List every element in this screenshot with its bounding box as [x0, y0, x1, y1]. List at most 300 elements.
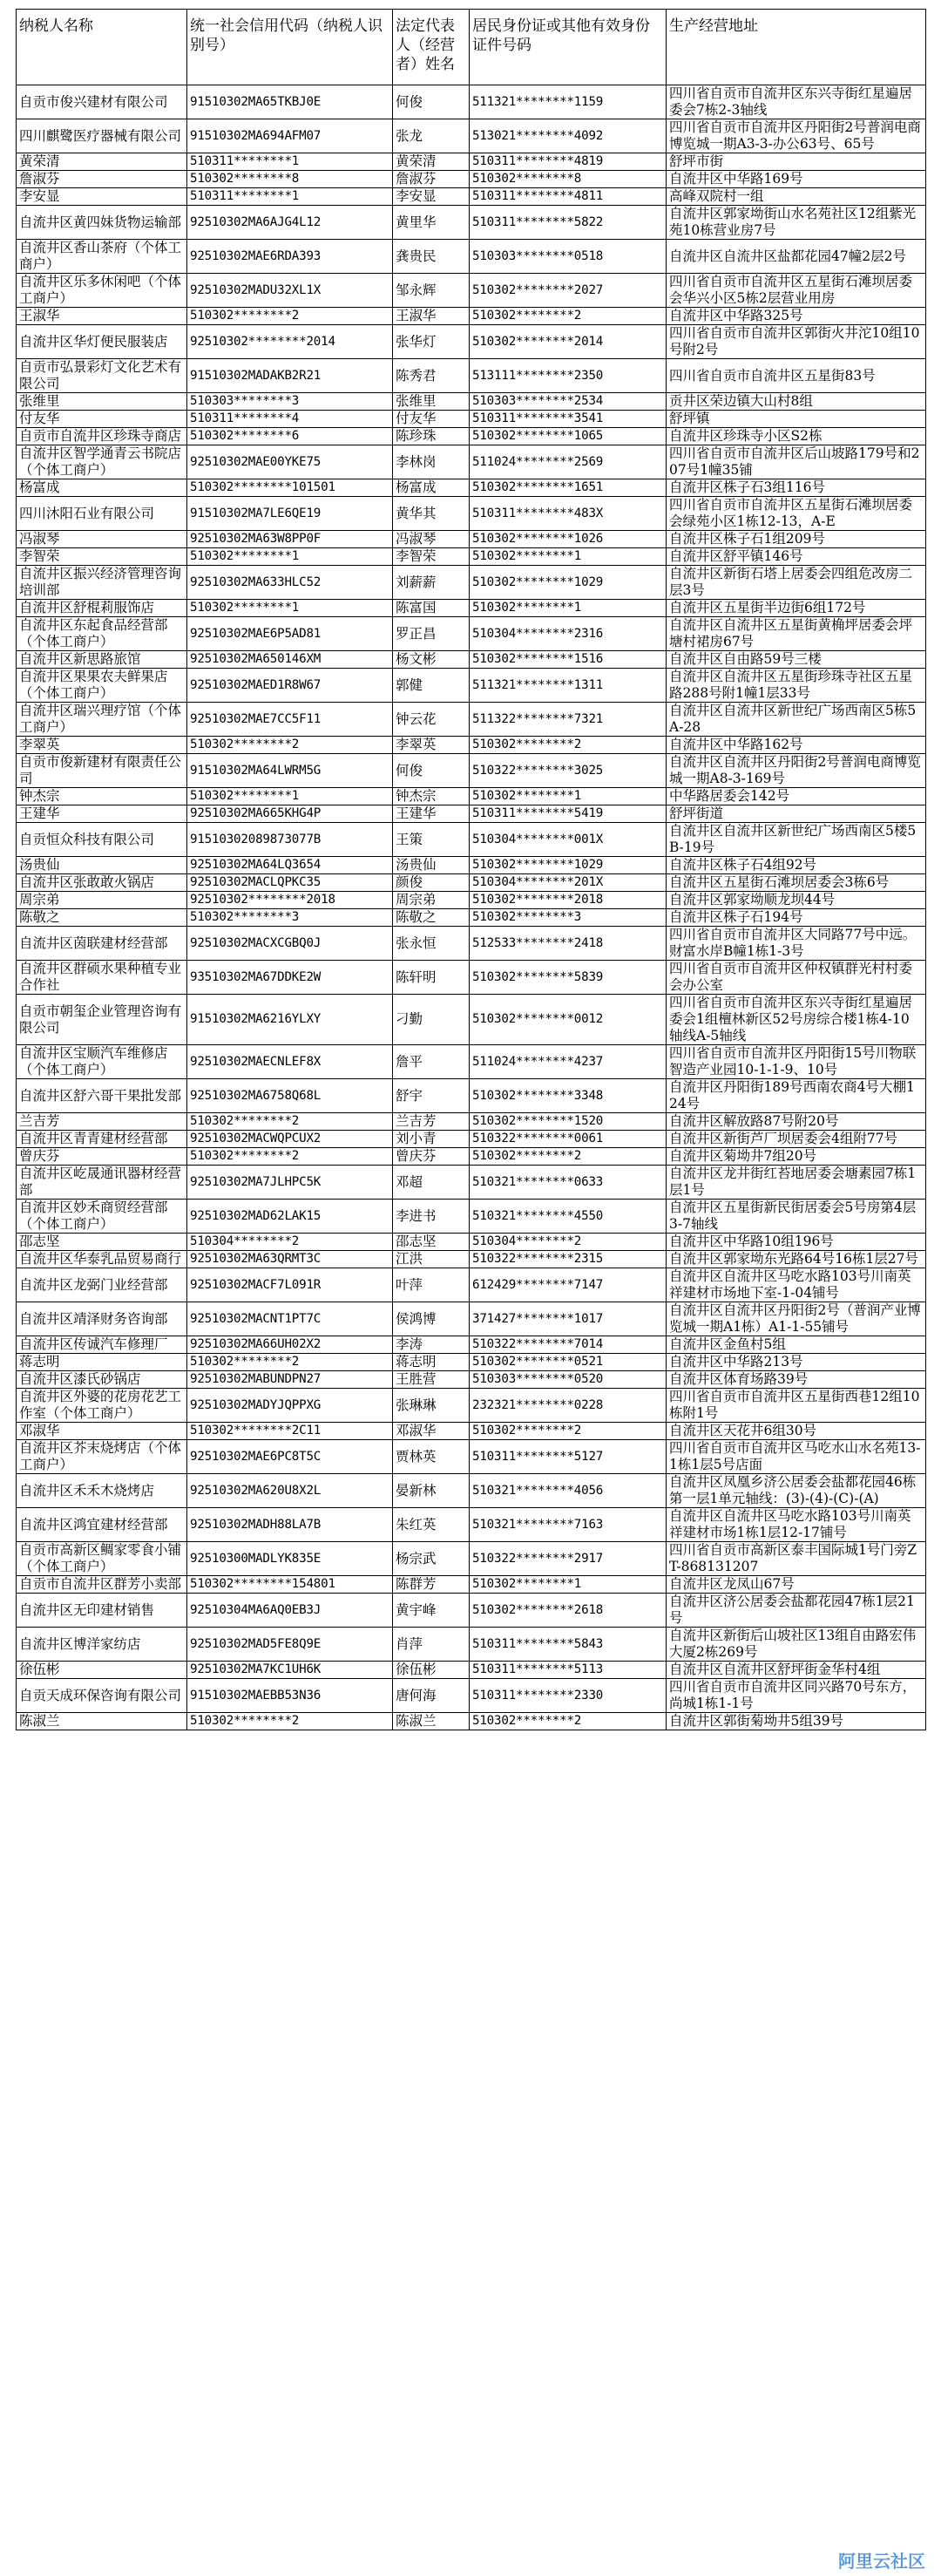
legal-rep-cell: 黄华其: [393, 497, 470, 531]
taxpayer-name-cell: 自贡市自流井区珍珠寺商店: [17, 428, 187, 445]
credit-code-cell: 92510302MADYJQPPXG: [187, 1389, 393, 1423]
table-row: [17, 961, 926, 995]
table-row: [17, 1474, 926, 1508]
legal-rep-cell: 肖萍: [393, 1628, 470, 1662]
id-number-cell: 510321********0633: [470, 1166, 667, 1200]
credit-code-cell: 92510302MA64LQ3654: [187, 857, 393, 874]
credit-code-cell: 510302********2: [187, 1113, 393, 1131]
legal-rep-cell: 张琳琳: [393, 1389, 470, 1423]
legal-rep-cell: 舒宇: [393, 1079, 470, 1113]
taxpayer-name-cell: 自贡天成环保咨询有限公司: [17, 1679, 187, 1713]
id-number-cell: 510302********2: [470, 308, 667, 325]
header-credit-code: 统一社会信用代码（纳税人识别号）: [187, 10, 393, 85]
id-number-cell: 510311********2330: [470, 1679, 667, 1713]
id-number-cell: 511321********1311: [470, 669, 667, 703]
taxpayer-name-cell: 钟杰宗: [17, 788, 187, 805]
credit-code-cell: 92510302MA7JLHPC5K: [187, 1166, 393, 1200]
taxpayer-name-cell: 自流井区华泰乳品贸易商行: [17, 1251, 187, 1268]
credit-code-cell: 92510302MA650146XM: [187, 651, 393, 669]
legal-rep-cell: 杨富成: [393, 479, 470, 497]
id-number-cell: 510304********2: [470, 1234, 667, 1251]
credit-code-cell: 510311********1: [187, 188, 393, 206]
credit-code-cell: 92510302MAE6P5AD81: [187, 617, 393, 651]
credit-code-cell: 510302********1: [187, 548, 393, 566]
legal-rep-cell: 陈敬之: [393, 909, 470, 927]
table-row: [17, 1079, 926, 1113]
address-cell: 自流井区天花井6组30号: [667, 1423, 926, 1440]
legal-rep-cell: 杨宗武: [393, 1542, 470, 1576]
taxpayer-table-container: [16, 9, 925, 1730]
credit-code-cell: 91510302MA65TKBJ0E: [187, 85, 393, 119]
table-row: [17, 874, 926, 892]
taxpayer-name-cell: 自流井区茵联建材经营部: [17, 927, 187, 961]
table-row: [17, 703, 926, 737]
legal-rep-cell: 王策: [393, 823, 470, 857]
table-row: [17, 1302, 926, 1336]
address-cell: 自流井区中华路169号: [667, 171, 926, 188]
id-number-cell: 371427********1017: [470, 1302, 667, 1336]
credit-code-cell: 91510302MA7LE6QE19: [187, 497, 393, 531]
address-cell: 贡井区荣边镇大山村8组: [667, 393, 926, 411]
id-number-cell: 510302********1029: [470, 566, 667, 600]
legal-rep-cell: 张永恒: [393, 927, 470, 961]
credit-code-cell: 92510302MA6AJG4L12: [187, 206, 393, 240]
table-row: [17, 617, 926, 651]
credit-code-cell: 92510302MAE00YKE75: [187, 445, 393, 479]
taxpayer-name-cell: 李翠英: [17, 737, 187, 754]
legal-rep-cell: 付友华: [393, 411, 470, 428]
credit-code-cell: 92510302MA6758Q68L: [187, 1079, 393, 1113]
id-number-cell: 511322********7321: [470, 703, 667, 737]
credit-code-cell: 92510302MA665KHG4P: [187, 805, 393, 823]
credit-code-cell: 92510302MAE6RDA393: [187, 240, 393, 274]
taxpayer-name-cell: 冯淑琴: [17, 531, 187, 548]
legal-rep-cell: 刘薪薪: [393, 566, 470, 600]
table-row: [17, 1354, 926, 1371]
table-row: [17, 171, 926, 188]
credit-code-cell: 510302********2C11: [187, 1423, 393, 1440]
address-cell: 自流井区解放路87号附20号: [667, 1113, 926, 1131]
id-number-cell: 510302********2014: [470, 325, 667, 359]
id-number-cell: 510311********5127: [470, 1440, 667, 1474]
id-number-cell: 510304********2316: [470, 617, 667, 651]
credit-code-cell: 92510302MADU32XL1X: [187, 274, 393, 308]
credit-code-cell: 510304********2: [187, 1234, 393, 1251]
legal-rep-cell: 兰吉芳: [393, 1113, 470, 1131]
taxpayer-name-cell: 自贡市高新区鲷家零食小铺（个体工商户）: [17, 1542, 187, 1576]
legal-rep-cell: 刁勤: [393, 995, 470, 1045]
address-cell: 自流井区五星街半边街6组172号: [667, 600, 926, 617]
table-row: [17, 240, 926, 274]
credit-code-cell: 510302********3: [187, 909, 393, 927]
credit-code-cell: 510302********154801: [187, 1576, 393, 1594]
credit-code-cell: 510302********101501: [187, 479, 393, 497]
taxpayer-name-cell: 陈敬之: [17, 909, 187, 927]
id-number-cell: 510304********001X: [470, 823, 667, 857]
table-row: [17, 548, 926, 566]
legal-rep-cell: 曾庆芬: [393, 1148, 470, 1166]
taxpayer-name-cell: 自流井区群硕水果种植专业合作社: [17, 961, 187, 995]
taxpayer-name-cell: 自流井区果果农夫鲜果店（个体工商户）: [17, 669, 187, 703]
table-row: [17, 1045, 926, 1079]
id-number-cell: 510311********5843: [470, 1628, 667, 1662]
id-number-cell: 510302********1: [470, 600, 667, 617]
id-number-cell: 510302********1065: [470, 428, 667, 445]
table-row: [17, 1166, 926, 1200]
id-number-cell: 510311********4811: [470, 188, 667, 206]
credit-code-cell: 92510302MAD62LAK15: [187, 1200, 393, 1234]
table-row: [17, 651, 926, 669]
address-cell: 自流井区自流井区马吃水路103号川南英祥建材市场地下室-1-04铺号: [667, 1268, 926, 1302]
table-row: [17, 892, 926, 909]
legal-rep-cell: 郭健: [393, 669, 470, 703]
legal-rep-cell: 杨文彬: [393, 651, 470, 669]
taxpayer-name-cell: 自贡市朝玺企业管理咨询有限公司: [17, 995, 187, 1045]
id-number-cell: 510302********2618: [470, 1594, 667, 1628]
id-number-cell: 510322********2917: [470, 1542, 667, 1576]
id-number-cell: 510302********1029: [470, 857, 667, 874]
legal-rep-cell: 钟云花: [393, 703, 470, 737]
credit-code-cell: 92510302MACWQPCUX2: [187, 1131, 393, 1148]
credit-code-cell: 510302********2: [187, 1354, 393, 1371]
legal-rep-cell: 徐伍彬: [393, 1662, 470, 1679]
id-number-cell: 510302********8: [470, 171, 667, 188]
address-cell: 四川省自贡市高新区泰丰国际城1号门旁ZT-868131207: [667, 1542, 926, 1576]
credit-code-cell: 92510302MAE6PC8T5C: [187, 1440, 393, 1474]
table-row: [17, 531, 926, 548]
address-cell: 舒坪镇: [667, 411, 926, 428]
table-row: [17, 1576, 926, 1594]
legal-rep-cell: 邓超: [393, 1166, 470, 1200]
credit-code-cell: 510311********1: [187, 153, 393, 171]
legal-rep-cell: 张维里: [393, 393, 470, 411]
table-header-row: [17, 10, 926, 85]
watermark-logo: 阿里云社区: [838, 2551, 925, 2572]
taxpayer-name-cell: 自流井区华灯便民服装店: [17, 325, 187, 359]
legal-rep-cell: 刘小青: [393, 1131, 470, 1148]
address-cell: 自流井区丹阳街189号西南农商4号大棚124号: [667, 1079, 926, 1113]
legal-rep-cell: 邓淑华: [393, 1423, 470, 1440]
credit-code-cell: 92510302********2018: [187, 892, 393, 909]
legal-rep-cell: 冯淑琴: [393, 531, 470, 548]
table-row: [17, 1113, 926, 1131]
table-row: [17, 119, 926, 153]
id-number-cell: 510302********2027: [470, 274, 667, 308]
address-cell: 舒坪市街: [667, 153, 926, 171]
legal-rep-cell: 李进书: [393, 1200, 470, 1234]
address-cell: 自流井区新街后山坡社区13组自由路宏伟大厦2栋269号: [667, 1628, 926, 1662]
taxpayer-name-cell: 陈淑兰: [17, 1713, 187, 1730]
table-row: [17, 1371, 926, 1389]
credit-code-cell: 92510302MACXCGBQ0J: [187, 927, 393, 961]
legal-rep-cell: 李智荣: [393, 548, 470, 566]
header-legal-rep: 法定代表人（经营者）姓名: [393, 10, 470, 85]
table-row: [17, 1131, 926, 1148]
table-row: [17, 600, 926, 617]
credit-code-cell: 510302********8: [187, 171, 393, 188]
id-number-cell: 510302********3: [470, 909, 667, 927]
table-row: [17, 995, 926, 1045]
table-row: [17, 669, 926, 703]
taxpayer-name-cell: 自贡市自流井区群芳小卖部: [17, 1576, 187, 1594]
taxpayer-name-cell: 自贡市弘景彩灯文化艺术有限公司: [17, 359, 187, 393]
taxpayer-name-cell: 自流井区青青建材经营部: [17, 1131, 187, 1148]
credit-code-cell: 92510302MA66UH02X2: [187, 1336, 393, 1354]
legal-rep-cell: 邵志坚: [393, 1234, 470, 1251]
table-row: [17, 1148, 926, 1166]
id-number-cell: 510302********1516: [470, 651, 667, 669]
credit-code-cell: 92510302MADH88LA7B: [187, 1508, 393, 1542]
id-number-cell: 510302********2: [470, 1423, 667, 1440]
taxpayer-name-cell: 自流井区瑞兴理疗馆（个体工商户）: [17, 703, 187, 737]
taxpayer-name-cell: 自流井区张敢敢火锅店: [17, 874, 187, 892]
credit-code-cell: 91510302MA64LWRM5G: [187, 754, 393, 788]
header-taxpayer-name: 纳税人名称: [17, 10, 187, 85]
address-cell: 自流井区凤凰乡济公居委会盐都花园46栋第一层1单元轴线：(3)-(4)-(C)-(A): [667, 1474, 926, 1508]
credit-code-cell: 510302********2: [187, 1713, 393, 1730]
id-number-cell: 510322********3025: [470, 754, 667, 788]
credit-code-cell: 92510302MA633HLC52: [187, 566, 393, 600]
credit-code-cell: 92510302MAE7CC5F11: [187, 703, 393, 737]
address-cell: 自流井区郭家坳顺龙坝44号: [667, 892, 926, 909]
legal-rep-cell: 王淑华: [393, 308, 470, 325]
address-cell: 自流井区中华路213号: [667, 1354, 926, 1371]
table-row: [17, 359, 926, 393]
table-row: [17, 805, 926, 823]
address-cell: 四川省自贡市自流井区同兴路70号东方，尚城1栋1-1号: [667, 1679, 926, 1713]
table-row: [17, 308, 926, 325]
legal-rep-cell: 陈珍珠: [393, 428, 470, 445]
taxpayer-name-cell: 自流井区龙弼门业经营部: [17, 1268, 187, 1302]
legal-rep-cell: 钟杰宗: [393, 788, 470, 805]
address-cell: 自流井区金鱼村5组: [667, 1336, 926, 1354]
taxpayer-name-cell: 自流井区鸿宜建材经营部: [17, 1508, 187, 1542]
address-cell: 自流井区株子石194号: [667, 909, 926, 927]
table-row: [17, 1389, 926, 1423]
taxpayer-name-cell: 自流井区禾禾木烧烤店: [17, 1474, 187, 1508]
address-cell: 自流井区株子石1组209号: [667, 531, 926, 548]
id-number-cell: 510322********2315: [470, 1251, 667, 1268]
address-cell: 四川省自贡市自流井区马吃水山水名苑13-1栋1层5号店面: [667, 1440, 926, 1474]
id-number-cell: 510311********5113: [470, 1662, 667, 1679]
id-number-cell: 510302********1: [470, 548, 667, 566]
table-row: [17, 1542, 926, 1576]
id-number-cell: 612429********7147: [470, 1268, 667, 1302]
taxpayer-name-cell: 张维里: [17, 393, 187, 411]
address-cell: 四川省自贡市自流井区东兴寺街红星遍居委会1组檀林新区52号房综合楼1栋4-10轴线A-5轴线: [667, 995, 926, 1045]
legal-rep-cell: 李林岗: [393, 445, 470, 479]
taxpayer-table: [16, 9, 926, 1730]
legal-rep-cell: 何俊: [393, 85, 470, 119]
taxpayer-name-cell: 李智荣: [17, 548, 187, 566]
table-row: [17, 1234, 926, 1251]
legal-rep-cell: 陈淑兰: [393, 1713, 470, 1730]
taxpayer-name-cell: 自流井区东起食品经营部（个体工商户）: [17, 617, 187, 651]
address-cell: 自流井区郭家坳东光路64号16栋1层27号: [667, 1251, 926, 1268]
legal-rep-cell: 李翠英: [393, 737, 470, 754]
table-row: [17, 274, 926, 308]
table-row: [17, 479, 926, 497]
table-row: [17, 411, 926, 428]
id-number-cell: 510302********0012: [470, 995, 667, 1045]
taxpayer-name-cell: 徐伍彬: [17, 1662, 187, 1679]
credit-code-cell: 92510302MAECNLEF8X: [187, 1045, 393, 1079]
address-cell: 四川省自贡市自流井区大同路77号中远。财富水岸B幢1栋1-3号: [667, 927, 926, 961]
taxpayer-name-cell: 自贡市俊新建材有限责任公司: [17, 754, 187, 788]
table-row: [17, 857, 926, 874]
id-number-cell: 510311********483X: [470, 497, 667, 531]
id-number-cell: 513021********4092: [470, 119, 667, 153]
address-cell: 自流井区中华路325号: [667, 308, 926, 325]
id-number-cell: 510302********2: [470, 1148, 667, 1166]
legal-rep-cell: 朱红英: [393, 1508, 470, 1542]
credit-code-cell: 91510302MAEBB53N36: [187, 1679, 393, 1713]
taxpayer-name-cell: 周宗弟: [17, 892, 187, 909]
taxpayer-name-cell: 自流井区芥末烧烤店（个体工商户）: [17, 1440, 187, 1474]
taxpayer-name-cell: 自贡恒众科技有限公司: [17, 823, 187, 857]
address-cell: 自流井区自流井区盐都花园47幢2层2号: [667, 240, 926, 274]
table-row: [17, 1713, 926, 1730]
taxpayer-name-cell: 自流井区靖泽财务咨询部: [17, 1302, 187, 1336]
credit-code-cell: 510302********2: [187, 308, 393, 325]
address-cell: 自流井区郭街菊坳井5组39号: [667, 1713, 926, 1730]
address-cell: 舒坪街道: [667, 805, 926, 823]
taxpayer-name-cell: 四川麒鹭医疗器械有限公司: [17, 119, 187, 153]
table-row: [17, 909, 926, 927]
address-cell: 自流井区龙凤山67号: [667, 1576, 926, 1594]
address-cell: 自流井区自流井区五星街珍珠寺社区五星路288号附1幢1层33号: [667, 669, 926, 703]
legal-rep-cell: 陈群芳: [393, 1576, 470, 1594]
address-cell: 四川省自贡市自流井区五星街83号: [667, 359, 926, 393]
taxpayer-name-cell: 自流井区外婆的花房花艺工作室（个体工商户）: [17, 1389, 187, 1423]
legal-rep-cell: 李安显: [393, 188, 470, 206]
address-cell: 高峰双院村一组: [667, 188, 926, 206]
credit-code-cell: 510302********6: [187, 428, 393, 445]
taxpayer-name-cell: 自流井区博洋家纺店: [17, 1628, 187, 1662]
legal-rep-cell: 龚贵民: [393, 240, 470, 274]
address-cell: 自流井区自流井区马吃水路103号川南英祥建材市场1栋1层12-17铺号: [667, 1508, 926, 1542]
address-cell: 自流井区济公居委会盐都花园47栋1层21号: [667, 1594, 926, 1628]
address-cell: 自流井区新街石塔上居委会四组危改房二层3号: [667, 566, 926, 600]
legal-rep-cell: 陈富国: [393, 600, 470, 617]
table-row: [17, 1628, 926, 1662]
address-cell: 自流井区五星街新民街居委会5号房第4层3-7轴线: [667, 1200, 926, 1234]
legal-rep-cell: 王建华: [393, 805, 470, 823]
id-number-cell: 510303********0518: [470, 240, 667, 274]
taxpayer-name-cell: 王建华: [17, 805, 187, 823]
address-cell: 自流井区自流井区新世纪广场西南区5栋5A-28: [667, 703, 926, 737]
taxpayer-name-cell: 兰吉芳: [17, 1113, 187, 1131]
header-id-number: 居民身份证或其他有效身份证件号码: [470, 10, 667, 85]
address-cell: 自流井区中华路162号: [667, 737, 926, 754]
id-number-cell: 510303********0520: [470, 1371, 667, 1389]
credit-code-cell: 92510302MA620U8X2L: [187, 1474, 393, 1508]
credit-code-cell: 92510302MAD5FE8Q9E: [187, 1628, 393, 1662]
table-row: [17, 1336, 926, 1354]
address-cell: 自流井区郭家坳街山水名苑社区12组紫光苑10栋营业房7号: [667, 206, 926, 240]
taxpayer-name-cell: 邓淑华: [17, 1423, 187, 1440]
id-number-cell: 510322********7014: [470, 1336, 667, 1354]
table-row: [17, 927, 926, 961]
address-cell: 自流井区自流井区五星街黄桷坪居委会坪塘村裙房67号: [667, 617, 926, 651]
taxpayer-name-cell: 自流井区振兴经济管理咨询培训部: [17, 566, 187, 600]
id-number-cell: 510311********4819: [470, 153, 667, 171]
table-row: [17, 445, 926, 479]
legal-rep-cell: 何俊: [393, 754, 470, 788]
id-number-cell: 510321********4550: [470, 1200, 667, 1234]
address-cell: 自流井区自流井区丹阳街2号普润电商博览城一期A8-3-169号: [667, 754, 926, 788]
taxpayer-name-cell: 四川沐阳石业有限公司: [17, 497, 187, 531]
address-cell: 自流井区珍珠寺小区S2栋: [667, 428, 926, 445]
taxpayer-name-cell: 自流井区宝顺汽车维修店（个体工商户）: [17, 1045, 187, 1079]
legal-rep-cell: 周宗弟: [393, 892, 470, 909]
address-cell: 四川省自贡市自流井区郭街火井沱10组10号附2号: [667, 325, 926, 359]
table-row: [17, 1679, 926, 1713]
address-cell: 自流井区中华路10组196号: [667, 1234, 926, 1251]
legal-rep-cell: 颜俊: [393, 874, 470, 892]
address-cell: 四川省自贡市自流井区五星街石滩坝居委会华兴小区5栋2层营业用房: [667, 274, 926, 308]
taxpayer-name-cell: 自流井区妙禾商贸经营部（个体工商户）: [17, 1200, 187, 1234]
id-number-cell: 510311********5419: [470, 805, 667, 823]
credit-code-cell: 92510302MAED1R8W67: [187, 669, 393, 703]
legal-rep-cell: 陈轩明: [393, 961, 470, 995]
id-number-cell: 510302********2: [470, 1713, 667, 1730]
id-number-cell: 510302********1651: [470, 479, 667, 497]
id-number-cell: 510302********1: [470, 1576, 667, 1594]
table-row: [17, 823, 926, 857]
address-cell: 自流井区五星街石滩坝居委会3栋6号: [667, 874, 926, 892]
header-address: 生产经营地址: [667, 10, 926, 85]
credit-code-cell: 510302********2: [187, 737, 393, 754]
credit-code-cell: 93510302MA67DDKE2W: [187, 961, 393, 995]
taxpayer-name-cell: 自流井区香山茶府（个体工商户）: [17, 240, 187, 274]
legal-rep-cell: 蒋志明: [393, 1354, 470, 1371]
table-row: [17, 754, 926, 788]
id-number-cell: 232321********0228: [470, 1389, 667, 1423]
credit-code-cell: 92510304MA6AQ0EB3J: [187, 1594, 393, 1628]
taxpayer-name-cell: 自流井区漆氏砂锅店: [17, 1371, 187, 1389]
taxpayer-name-cell: 自流井区新思路旅馆: [17, 651, 187, 669]
taxpayer-name-cell: 自贡市俊兴建材有限公司: [17, 85, 187, 119]
credit-code-cell: 92510302MA63QRMT3C: [187, 1251, 393, 1268]
id-number-cell: 510302********1: [470, 788, 667, 805]
table-row: [17, 1594, 926, 1628]
id-number-cell: 510302********1026: [470, 531, 667, 548]
id-number-cell: 510321********7163: [470, 1508, 667, 1542]
taxpayer-name-cell: 詹淑芬: [17, 171, 187, 188]
taxpayer-name-cell: 自流井区黄四妹货物运输部: [17, 206, 187, 240]
table-row: [17, 1200, 926, 1234]
table-row: [17, 428, 926, 445]
id-number-cell: 510321********4056: [470, 1474, 667, 1508]
taxpayer-name-cell: 汤贵仙: [17, 857, 187, 874]
address-cell: 四川省自贡市自流井区仲权镇群光村村委会办公室: [667, 961, 926, 995]
id-number-cell: 511321********1159: [470, 85, 667, 119]
legal-rep-cell: 侯鸿博: [393, 1302, 470, 1336]
address-cell: 四川省自贡市自流井区丹阳街2号普润电商博览城一期A3-3-办公63号、65号: [667, 119, 926, 153]
table-row: [17, 1423, 926, 1440]
address-cell: 自流井区株子石4组92号: [667, 857, 926, 874]
taxpayer-name-cell: 邵志坚: [17, 1234, 187, 1251]
address-cell: 自流井区新街芦厂坝居委会4组附77号: [667, 1131, 926, 1148]
address-cell: 四川省自贡市自流井区五星街石滩坝居委会绿苑小区1栋12-13，A-E: [667, 497, 926, 531]
legal-rep-cell: 唐何海: [393, 1679, 470, 1713]
taxpayer-name-cell: 自流井区传诚汽车修理厂: [17, 1336, 187, 1354]
table-row: [17, 737, 926, 754]
credit-code-cell: 510302********1: [187, 788, 393, 805]
credit-code-cell: 92510302********2014: [187, 325, 393, 359]
id-number-cell: 511024********4237: [470, 1045, 667, 1079]
